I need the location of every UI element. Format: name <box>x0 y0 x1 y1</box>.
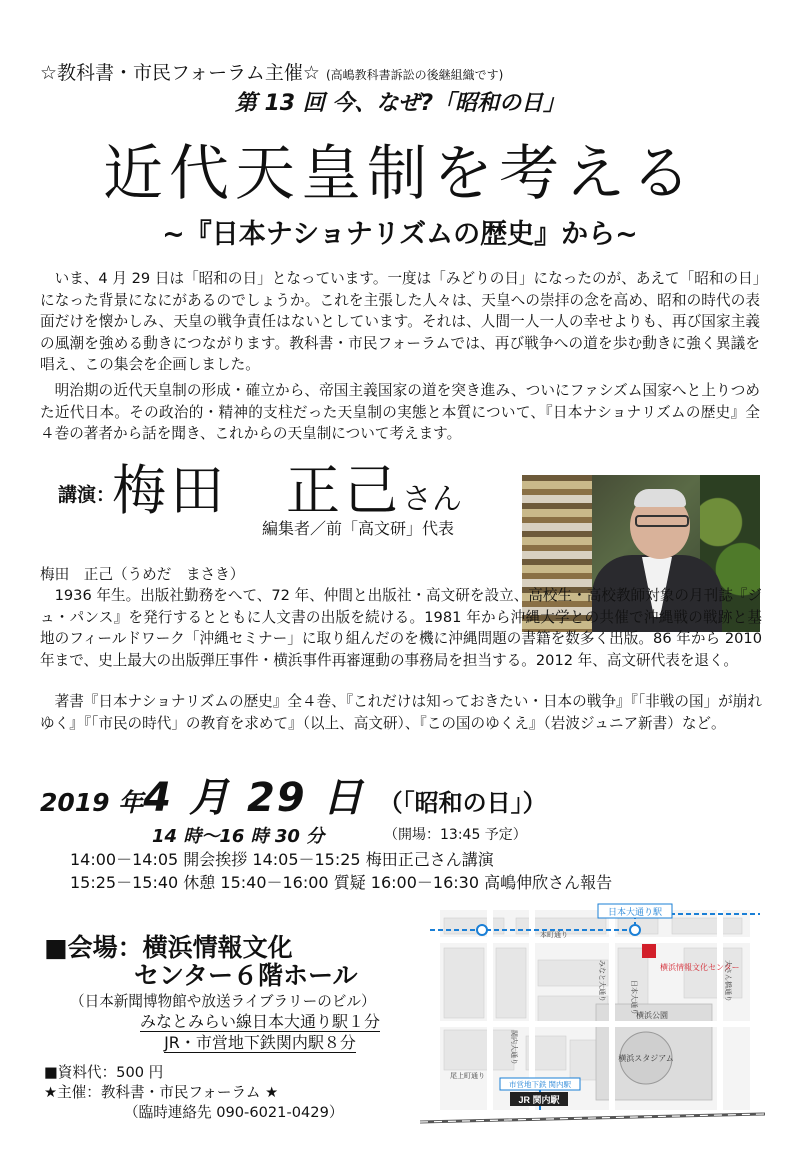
venue-line-2: センター６階ホール <box>134 961 358 990</box>
map-street-label: 本町通り <box>540 932 568 939</box>
event-day-tag: （「昭和の日」） <box>378 789 547 817</box>
hair-shape <box>634 489 686 507</box>
map-station-jr: JR 関内駅 <box>518 1095 560 1105</box>
map-street-label: 大さん橋通り <box>724 960 731 1002</box>
host: ★主催：教科書・市民フォーラム ★ <box>44 1084 279 1101</box>
intro-paragraph-1: いま、4 月 29 日は「昭和の日」となっています。一度は「みどりの日」になったのが、あえて「昭和の日」になった背景になにがあるのでしょうか。これを主張した人々は、天皇への崇拝の念を高め、昭和の時代の表面だけを懐かしみ、天皇の戦争責任はないとしています。それは、人間一人一人の幸せよりも、再び国家主義の風潮を強める動きにつながります。教科書・市民フォーラムでは、再び戦争への道を歩む動きに強く異議を唱え、この集会を企画しました。 <box>40 270 760 373</box>
venue-note: （日本新聞博物館や放送ライブラリーのビル） <box>70 993 376 1010</box>
fee: ■資料代：500 円 <box>44 1064 164 1081</box>
speaker-honorific: さん <box>402 482 462 517</box>
station-marker <box>477 925 487 935</box>
glasses-shape <box>635 515 689 527</box>
map-venue-label: 横浜情報文化センター <box>660 963 740 972</box>
access-map <box>420 900 765 1132</box>
station-marker <box>630 925 640 935</box>
organizer-line <box>40 58 503 85</box>
map-street-label: 尾上町通り <box>450 1073 485 1080</box>
venue-marker <box>642 944 656 958</box>
event-time: 14 時～16 時 30 分 <box>152 826 325 847</box>
venue-line-1: ■会場：横浜情報文化 <box>44 933 293 962</box>
page-title: 近代天皇制を考える <box>103 139 697 209</box>
schedule-line-1: 14:00－14:05 開会挨拶 14:05－15:25 梅田正己さん講演 <box>70 850 494 869</box>
map-street-label: みなと大通り <box>598 960 605 1002</box>
intro-paragraph-2: 明治期の近代天皇制の形成・確立から、帝国主義国家の道を突き進み、ついにファシズム国家へと上りつめた近代日本。その政治的・精神的支柱だった天皇制の実態と本質について、『日本ナショナリズムの歴史』全４巻の著者から話を聞き、これからの天皇制について考えます。 <box>40 382 760 442</box>
lecture-label: 講演： <box>58 484 116 506</box>
sub-heading: ~『日本ナショナリズムの歴史』から~ <box>162 219 638 250</box>
bio-name: 梅田 正己（うめだ まさき） <box>40 566 245 583</box>
map-park-label: 横浜公園 <box>636 1011 668 1020</box>
event-month-day: 4 月 29 日 <box>143 775 365 821</box>
map-station-top: 日本大通り駅 <box>607 907 663 917</box>
organizer-text: ☆教科書・市民フォーラム主催☆ <box>40 62 320 84</box>
access-text-2: JR・市営地下鉄関内駅８分 <box>164 1033 356 1052</box>
map-station-subway: 市営地下鉄 関内駅 <box>508 1080 572 1089</box>
map-street-label: 日本大通り <box>630 980 637 1015</box>
event-year: 2019 年 <box>40 788 144 817</box>
contact: （臨時連絡先 090-6021-0429） <box>124 1104 344 1121</box>
speaker-name-text: 梅田 正己 <box>112 459 402 522</box>
event-subtitle: 第 13 回 今、なぜ?「昭和の日」 <box>234 91 566 116</box>
access-text-1: みなとみらい線日本大通り駅１分 <box>139 1012 380 1031</box>
doors-open: （開場：13:45 予定） <box>384 827 527 843</box>
speaker-name <box>112 448 462 525</box>
books-text: 著書『日本ナショナリズムの歴史』全４巻、『これだけは知っておきたい・日本の戦争』『「非戦の国」が崩れゆく』『「市民の時代」の教育を求めて』（以上、高文研）、『この国のゆくえ』（岩波ジュニア新書）など。 <box>40 693 762 732</box>
map-street-label: 関内大通り <box>510 1030 517 1065</box>
schedule-line-2: 15:25－15:40 休憩 15:40－16:00 質疑 16:00－16:30 高嶋伸欣さん報告 <box>70 873 613 892</box>
event-date <box>40 766 547 823</box>
bio-text: 1936 年生。出版社勤務をへて、72 年、仲間と出版社・高文研を設立、高校生・高校教師対象の月刊誌『ジュ・パンス』を発行するとともに人文書の出版を続ける。1981 年から沖縄大学との共催で沖縄戦の戦跡と基地のフィールドワーク「沖縄セミナー」に取り組んだのを機に沖縄問題の書籍を数多く出版。86 年から 2010 年まで、史上最大の出版弾圧事件・横浜事件再審運動の事務局を担当する。2012 年、高文研代表を退く。 <box>40 587 762 669</box>
speaker-role: 編集者／前「高文研」代表 <box>262 519 455 538</box>
organizer-note: (高嶋教科書訴訟の後継組織です) <box>325 68 504 82</box>
map-stadium-label: 横浜スタジアム <box>618 1054 674 1063</box>
